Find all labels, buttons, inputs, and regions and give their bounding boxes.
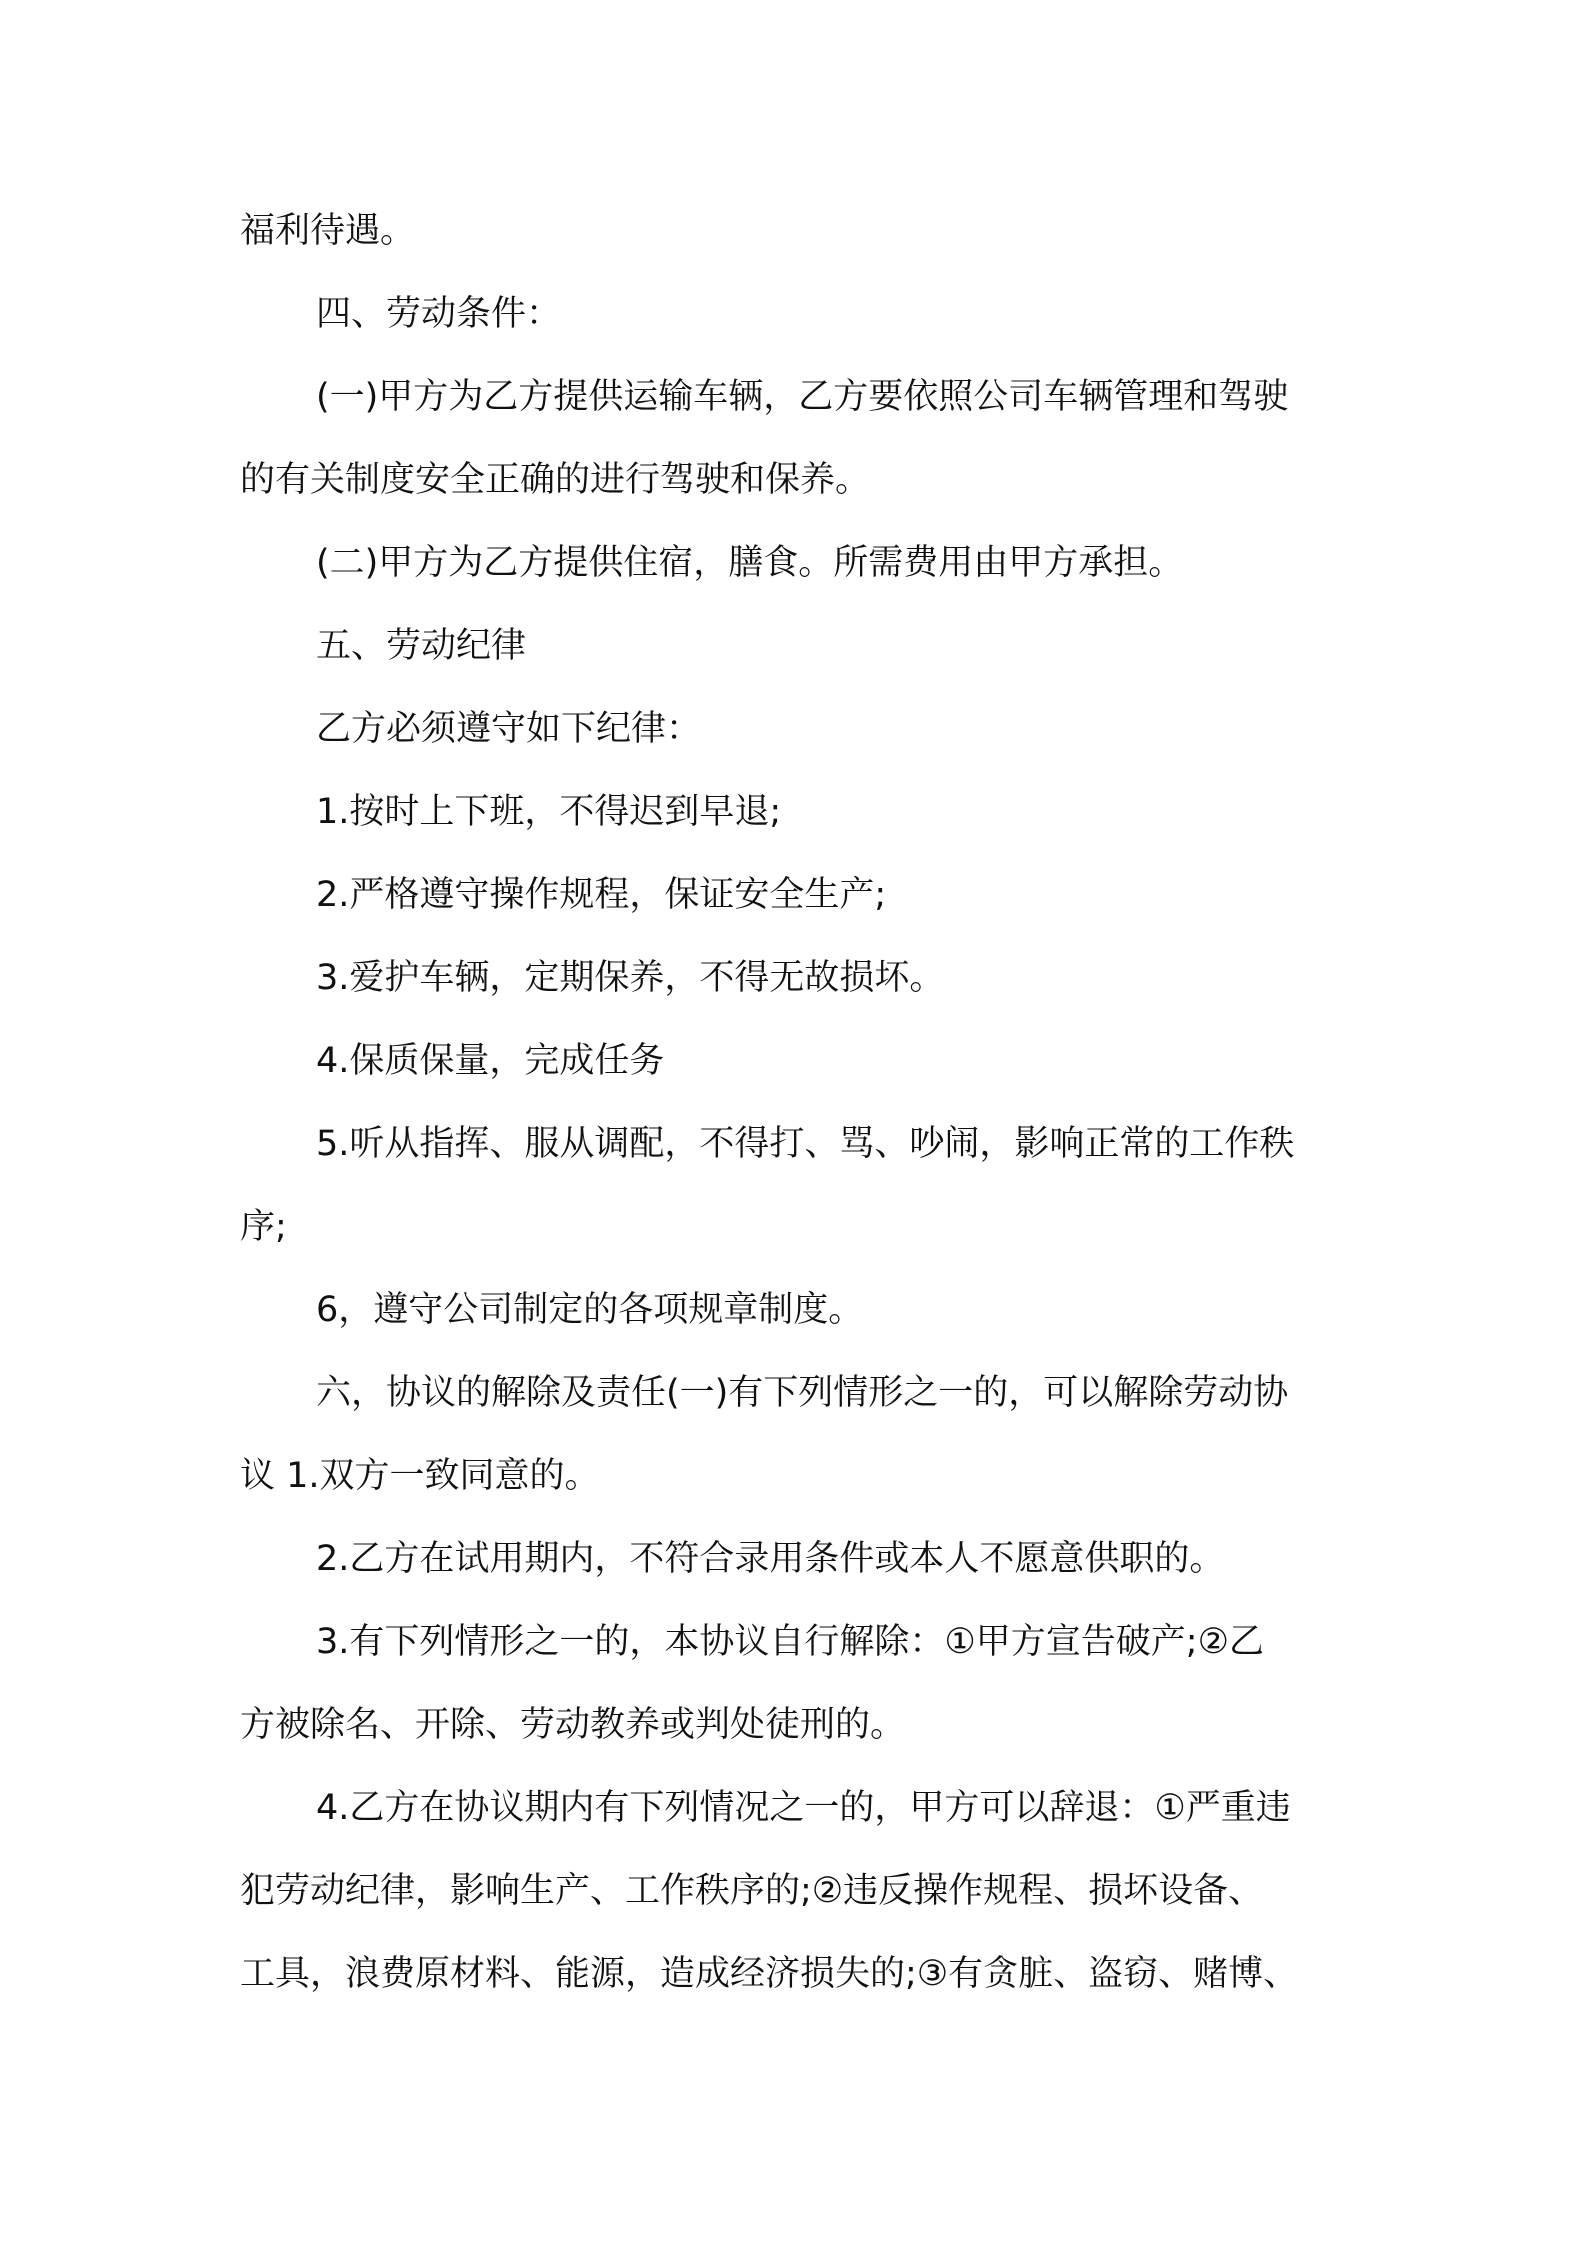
document-text-line: 六，协议的解除及责任(一)有下列情形之一的，可以解除劳动协 — [316, 1373, 1289, 1413]
document-text-line: 方被除名、开除、劳动教养或判处徒刑的。 — [240, 1705, 906, 1745]
document-text-line: 犯劳动纪律，影响生产、工作秩序的;②违反操作规程、损坏设备、 — [240, 1871, 1264, 1911]
document-text-line: 五、劳动纪律 — [316, 626, 527, 666]
document-text-line: 1.按时上下班，不得迟到早退; — [316, 792, 782, 832]
document-text-line: 四、劳动条件： — [316, 294, 562, 334]
document-text-line: 2.乙方在试用期内，不符合录用条件或本人不愿意供职的。 — [316, 1539, 1225, 1579]
document-text-line: 4.保质保量，完成任务 — [316, 1041, 665, 1081]
document-text-line: (一)甲方为乙方提供运输车辆，乙方要依照公司车辆管理和驾驶 — [316, 377, 1289, 417]
document-body — [240, 190, 1360, 2016]
document-text-line: 工具，浪费原材料、能源，造成经济损失的;③有贪脏、盗窃、赌博、 — [240, 1954, 1299, 1994]
document-text-line: 议 1.双方一致同意的。 — [240, 1456, 600, 1496]
document-text-line: (二)甲方为乙方提供住宿，膳食。所需费用由甲方承担。 — [316, 543, 1184, 583]
document-text-line: 5.听从指挥、服从调配，不得打、骂、吵闹，影响正常的工作秩 — [316, 1124, 1295, 1164]
document-text-line: 乙方必须遵守如下纪律： — [316, 709, 702, 749]
document-text-line: 3.爱护车辆，定期保养，不得无故损坏。 — [316, 958, 945, 998]
document-text-line: 的有关制度安全正确的进行驾驶和保养。 — [240, 460, 871, 500]
document-text-line: 6，遵守公司制定的各项规章制度。 — [316, 1290, 864, 1330]
document-text-line: 福利待遇。 — [240, 211, 416, 251]
document-text-line: 4.乙方在协议期内有下列情况之一的，甲方可以辞退：①严重违 — [316, 1788, 1291, 1828]
document-text-line: 3.有下列情形之一的，本协议自行解除：①甲方宣告破产;②乙 — [316, 1622, 1264, 1662]
document-text-line: 2.严格遵守操作规程，保证安全生产; — [316, 875, 887, 915]
document-text-line: 序; — [240, 1207, 287, 1247]
